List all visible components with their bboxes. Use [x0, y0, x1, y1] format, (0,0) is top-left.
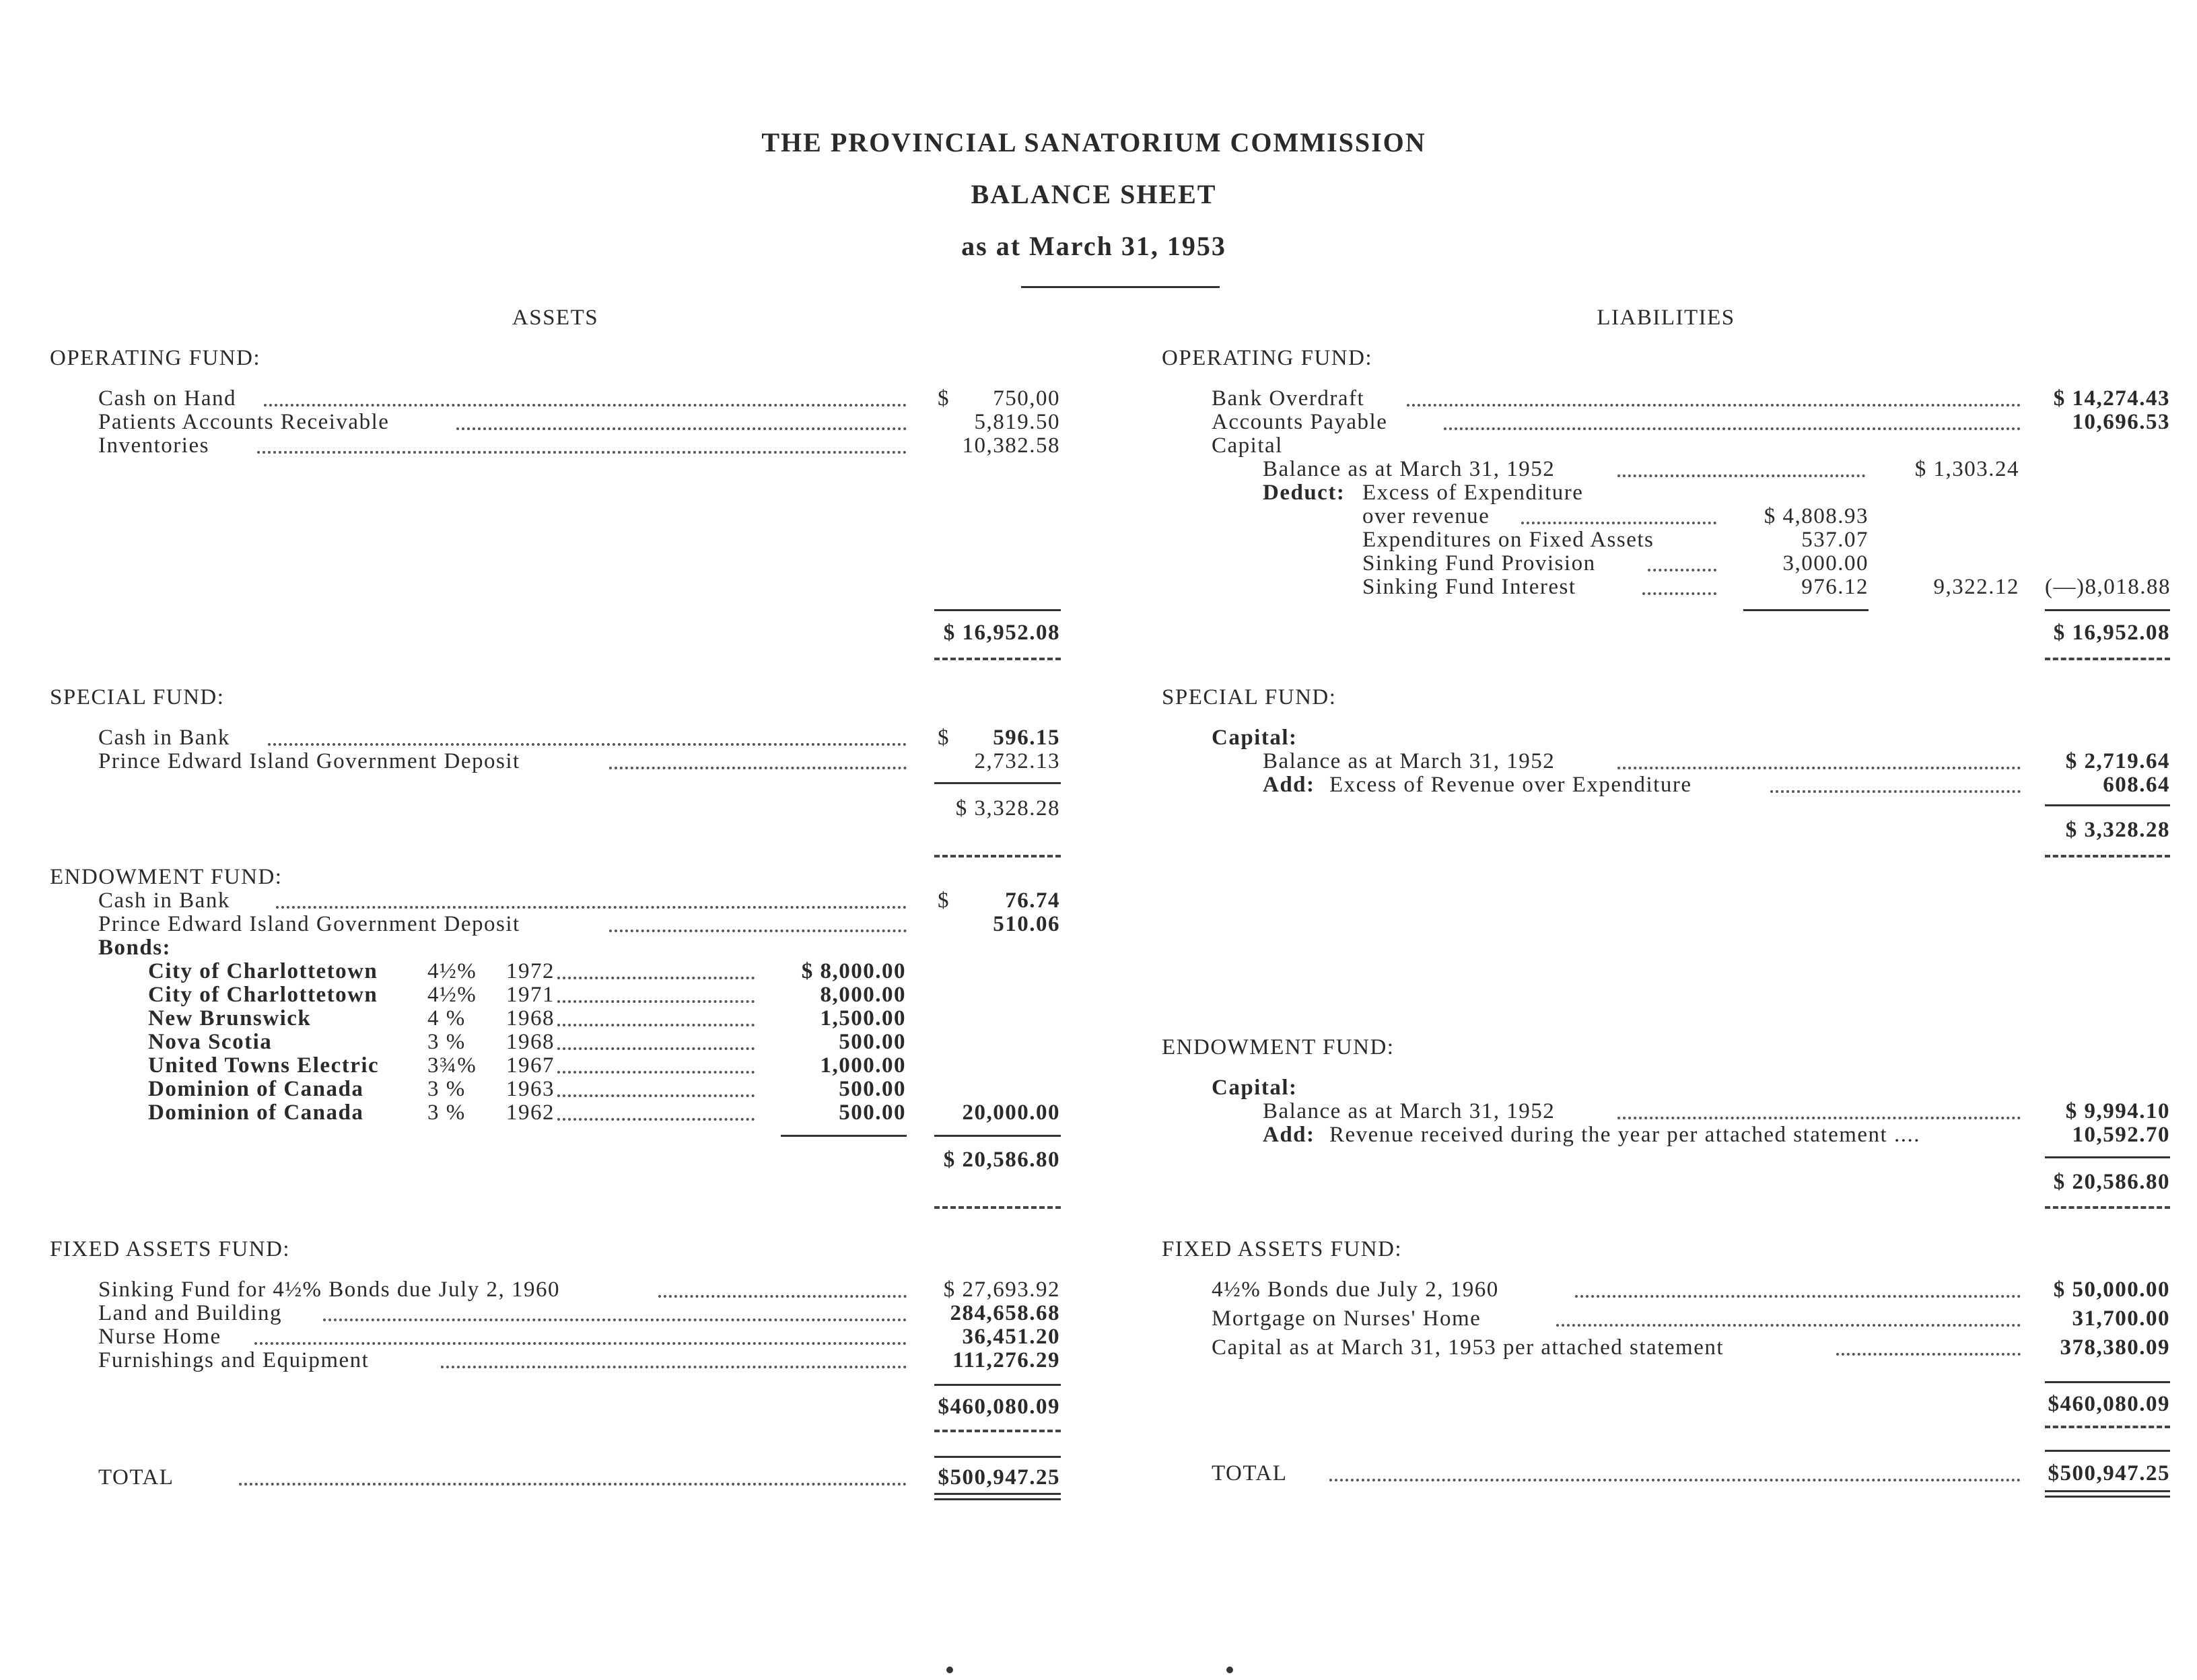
bond-rate: 3¾%: [427, 1053, 477, 1078]
deductions-total: 9,322.12: [1933, 575, 2019, 599]
asset-item-amount: 36,451.20: [962, 1325, 1060, 1349]
bond-rate: 4½%: [427, 983, 477, 1007]
bond-name: United Towns Electric: [148, 1053, 380, 1078]
header-rule: [1021, 286, 1220, 288]
bonds-rule: [781, 1135, 907, 1137]
dot-leader: [1329, 1479, 2021, 1481]
bond-year: 1972: [506, 959, 555, 983]
balance-label: Balance as at March 31, 1952: [1263, 749, 1556, 773]
assets-operating-heading: OPERATING FUND:: [50, 346, 261, 370]
currency-symbol: $: [938, 386, 950, 411]
liability-item-label: 4½% Bonds due July 2, 1960: [1212, 1278, 1499, 1302]
bond-rate: 4 %: [427, 1006, 466, 1030]
liability-item-label: Bank Overdraft: [1212, 386, 1365, 411]
assets-heading: ASSETS: [512, 306, 599, 330]
asset-item-amount: 10,382.58: [962, 433, 1060, 458]
balance-label: Balance as at March 31, 1952: [1263, 1099, 1556, 1123]
bonds-total: 20,000.00: [962, 1100, 1060, 1125]
deduction-label: over revenue: [1362, 504, 1490, 528]
bond-year: 1968: [506, 1006, 555, 1030]
deduct-label: Deduct:: [1263, 481, 1346, 505]
liabilities-operating-total: $ 16,952.08: [2053, 621, 2170, 645]
asset-item-label: Sinking Fund for 4½% Bonds due July 2, 1960: [98, 1278, 561, 1302]
deduction-label: Sinking Fund Provision: [1362, 551, 1596, 575]
asset-item-label: Cash on Hand: [98, 386, 236, 411]
asset-item-label: Prince Edward Island Government Deposit: [98, 912, 520, 936]
dot-leader: [264, 404, 907, 407]
assets-total-label: TOTAL: [98, 1465, 174, 1490]
dot-leader: [456, 427, 907, 430]
bond-rate: 4½%: [427, 959, 477, 983]
liabilities-fixed-heading: FIXED ASSETS FUND:: [1162, 1237, 1403, 1261]
dot-leader: [239, 1483, 907, 1485]
assets-fixed-total: $460,080.09: [938, 1395, 1060, 1419]
bond-name: New Brunswick: [148, 1006, 312, 1030]
bond-amount: 500.00: [839, 1100, 906, 1125]
asset-item-label: Furnishings and Equipment: [98, 1348, 370, 1372]
subtotal-rule: [934, 1135, 1061, 1137]
assets-endowment-heading: ENDOWMENT FUND:: [50, 865, 283, 889]
asset-item-amount: 510.06: [993, 912, 1060, 936]
dot-leader: [1617, 1117, 2021, 1119]
bond-amount: 500.00: [839, 1077, 906, 1101]
assets-special-total: $ 3,328.28: [955, 796, 1060, 820]
dot-leader: [1444, 427, 2021, 430]
add-amount: 608.64: [2103, 773, 2170, 797]
dot-leader: [557, 1118, 755, 1121]
liability-item-amount: 10,696.53: [2072, 410, 2170, 434]
bond-year: 1968: [506, 1030, 555, 1054]
dashed-separator: [934, 1206, 1061, 1209]
deduction-amount: 3,000.00: [1782, 551, 1869, 575]
liability-item-amount: 31,700.00: [2072, 1306, 2170, 1331]
bond-rate: 3 %: [427, 1030, 466, 1054]
dot-leader: [658, 1295, 907, 1298]
asset-item-label: Inventories: [98, 433, 209, 458]
deduction-amount: 537.07: [1801, 528, 1869, 552]
subtotal-rule: [934, 782, 1061, 784]
liability-item-label: Mortgage on Nurses' Home: [1212, 1306, 1481, 1331]
bond-year: 1963: [506, 1077, 555, 1101]
deduct-first-line: Excess of Expenditure: [1362, 481, 1584, 505]
assets-special-heading: SPECIAL FUND:: [50, 685, 225, 709]
capital-label: Capital:: [1212, 1076, 1298, 1100]
subtotal-rule: [2045, 1381, 2170, 1383]
deduction-label: Expenditures on Fixed Assets: [1362, 528, 1654, 552]
deductions-rule: [1743, 609, 1869, 611]
dashed-separator: [934, 855, 1061, 858]
dashed-separator: [934, 658, 1061, 660]
dot-leader: [1575, 1295, 2021, 1298]
asset-item-label: Patients Accounts Receivable: [98, 410, 390, 434]
add-text: Excess of Revenue over Expenditure: [1329, 773, 1692, 797]
asset-item-amount: 5,819.50: [974, 410, 1060, 434]
bond-name: Dominion of Canada: [148, 1077, 364, 1101]
add-label: Add:: [1263, 773, 1315, 797]
dot-leader: [557, 1000, 755, 1003]
dot-leader: [557, 1047, 755, 1050]
total-rule: [2045, 1450, 2170, 1452]
dot-leader: [441, 1366, 907, 1368]
assets-operating-total: $ 16,952.08: [943, 621, 1060, 645]
liability-item-label: Accounts Payable: [1212, 410, 1388, 434]
subtotal-rule: [2045, 1156, 2170, 1158]
add-text: Revenue received during the year per attached statement ....: [1329, 1123, 1920, 1147]
dot-leader: [1836, 1353, 2021, 1356]
liabilities-operating-heading: OPERATING FUND:: [1162, 346, 1373, 370]
liabilities-grand-total: $500,947.25: [2048, 1461, 2170, 1485]
dot-leader: [254, 1342, 907, 1345]
assets-fixed-heading: FIXED ASSETS FUND:: [50, 1237, 291, 1261]
bond-year: 1962: [506, 1100, 555, 1125]
dot-leader: [1407, 404, 2021, 407]
bond-name: City of Charlottetown: [148, 983, 378, 1007]
dot-leader: [276, 906, 907, 909]
asset-item-label: Cash in Bank: [98, 726, 230, 750]
bond-name: Dominion of Canada: [148, 1100, 364, 1125]
dot-leader: [609, 767, 907, 769]
dot-leader: [1770, 790, 2021, 793]
bond-amount: 1,000.00: [820, 1053, 906, 1078]
dashed-separator: [2045, 658, 2170, 660]
dot-leader: [609, 930, 907, 932]
dot-leader: [1617, 767, 2021, 769]
liabilities-fixed-total: $460,080.09: [2048, 1392, 2170, 1416]
liabilities-total-label: TOTAL: [1212, 1461, 1288, 1485]
asset-item-amount: 750,00: [993, 386, 1060, 411]
dot-leader: [1642, 592, 1716, 595]
bond-amount: 8,000.00: [820, 983, 906, 1007]
balance-label: Balance as at March 31, 1952: [1263, 457, 1556, 481]
subtotal-rule: [2045, 804, 2170, 806]
bond-amount: 500.00: [839, 1030, 906, 1054]
dot-leader: [557, 977, 755, 979]
balance-amount: $ 2,719.64: [2065, 749, 2170, 773]
balance-amount: $ 9,994.10: [2065, 1099, 2170, 1123]
dashed-separator: [2045, 855, 2170, 858]
liabilities-special-total: $ 3,328.28: [2065, 818, 2170, 842]
liabilities-special-heading: SPECIAL FUND:: [1162, 685, 1337, 709]
bonds-label: Bonds:: [98, 936, 172, 960]
bond-name: City of Charlottetown: [148, 959, 378, 983]
liability-item-amount: $ 14,274.43: [2053, 386, 2170, 411]
liability-item-label: Capital as at March 31, 1953 per attached statement: [1212, 1335, 1724, 1360]
capital-label: Capital:: [1212, 726, 1298, 750]
bond-year: 1971: [506, 983, 555, 1007]
capital-result: (—)8,018.88: [2045, 575, 2171, 599]
deduction-amount: 976.12: [1801, 575, 1869, 599]
dashed-separator: [934, 1430, 1061, 1432]
asset-item-label: Nurse Home: [98, 1325, 221, 1349]
document-title: THE PROVINCIAL SANATORIUM COMMISSION: [761, 127, 1426, 158]
binding-mark: [1226, 1667, 1233, 1673]
subtotal-rule: [934, 1384, 1061, 1386]
liabilities-heading: LIABILITIES: [1597, 306, 1735, 330]
liabilities-endowment-heading: ENDOWMENT FUND:: [1162, 1035, 1395, 1059]
liabilities-endowment-total: $ 20,586.80: [2053, 1170, 2170, 1194]
dot-leader: [1648, 569, 1716, 571]
bond-amount: $ 8,000.00: [801, 959, 906, 983]
double-underline: [2045, 1490, 2170, 1498]
asset-item-label: Prince Edward Island Government Deposit: [98, 749, 520, 773]
bond-rate: 3 %: [427, 1077, 466, 1101]
asset-item-amount: 111,276.29: [952, 1348, 1060, 1372]
assets-grand-total: $500,947.25: [938, 1465, 1060, 1490]
balance-amount: $ 1,303.24: [1914, 457, 2019, 481]
asset-item-amount: 596.15: [993, 726, 1060, 750]
bond-amount: 1,500.00: [820, 1006, 906, 1030]
dashed-separator: [2045, 1426, 2170, 1428]
document-subtitle: BALANCE SHEET: [971, 179, 1217, 209]
asset-item-label: Cash in Bank: [98, 888, 230, 913]
liability-item-amount: $ 50,000.00: [2053, 1278, 2170, 1302]
asset-item-label: Land and Building: [98, 1301, 282, 1325]
bond-rate: 3 %: [427, 1100, 466, 1125]
asset-item-amount: 2,732.13: [974, 749, 1060, 773]
total-rule: [934, 1456, 1061, 1458]
asset-item-amount: 76.74: [1005, 888, 1060, 913]
dot-leader: [323, 1319, 907, 1321]
document-date: as at March 31, 1953: [961, 231, 1226, 261]
asset-item-amount: 284,658.68: [950, 1301, 1060, 1325]
dot-leader: [1521, 522, 1716, 524]
dot-leader: [557, 1094, 755, 1097]
dashed-separator: [2045, 1206, 2170, 1209]
assets-endowment-total: $ 20,586.80: [943, 1148, 1060, 1172]
binding-mark: [946, 1667, 953, 1673]
add-amount: 10,592.70: [2072, 1123, 2170, 1147]
bond-name: Nova Scotia: [148, 1030, 273, 1054]
subtotal-rule: [2045, 609, 2170, 611]
add-label: Add:: [1263, 1123, 1315, 1147]
dot-leader: [257, 451, 907, 454]
deduction-amount: $ 4,808.93: [1764, 504, 1869, 528]
asset-item-amount: $ 27,693.92: [943, 1278, 1060, 1302]
capital-label: Capital: [1212, 433, 1283, 458]
dot-leader: [557, 1024, 755, 1026]
double-underline: [934, 1493, 1061, 1500]
liability-item-amount: 378,380.09: [2060, 1335, 2170, 1360]
dot-leader: [268, 743, 907, 746]
currency-symbol: $: [938, 726, 950, 750]
dot-leader: [557, 1071, 755, 1074]
subtotal-rule: [934, 609, 1061, 611]
deduction-label: Sinking Fund Interest: [1362, 575, 1576, 599]
dot-leader: [1556, 1324, 2021, 1327]
dot-leader: [1617, 475, 1865, 477]
bond-year: 1967: [506, 1053, 555, 1078]
currency-symbol: $: [938, 888, 950, 913]
